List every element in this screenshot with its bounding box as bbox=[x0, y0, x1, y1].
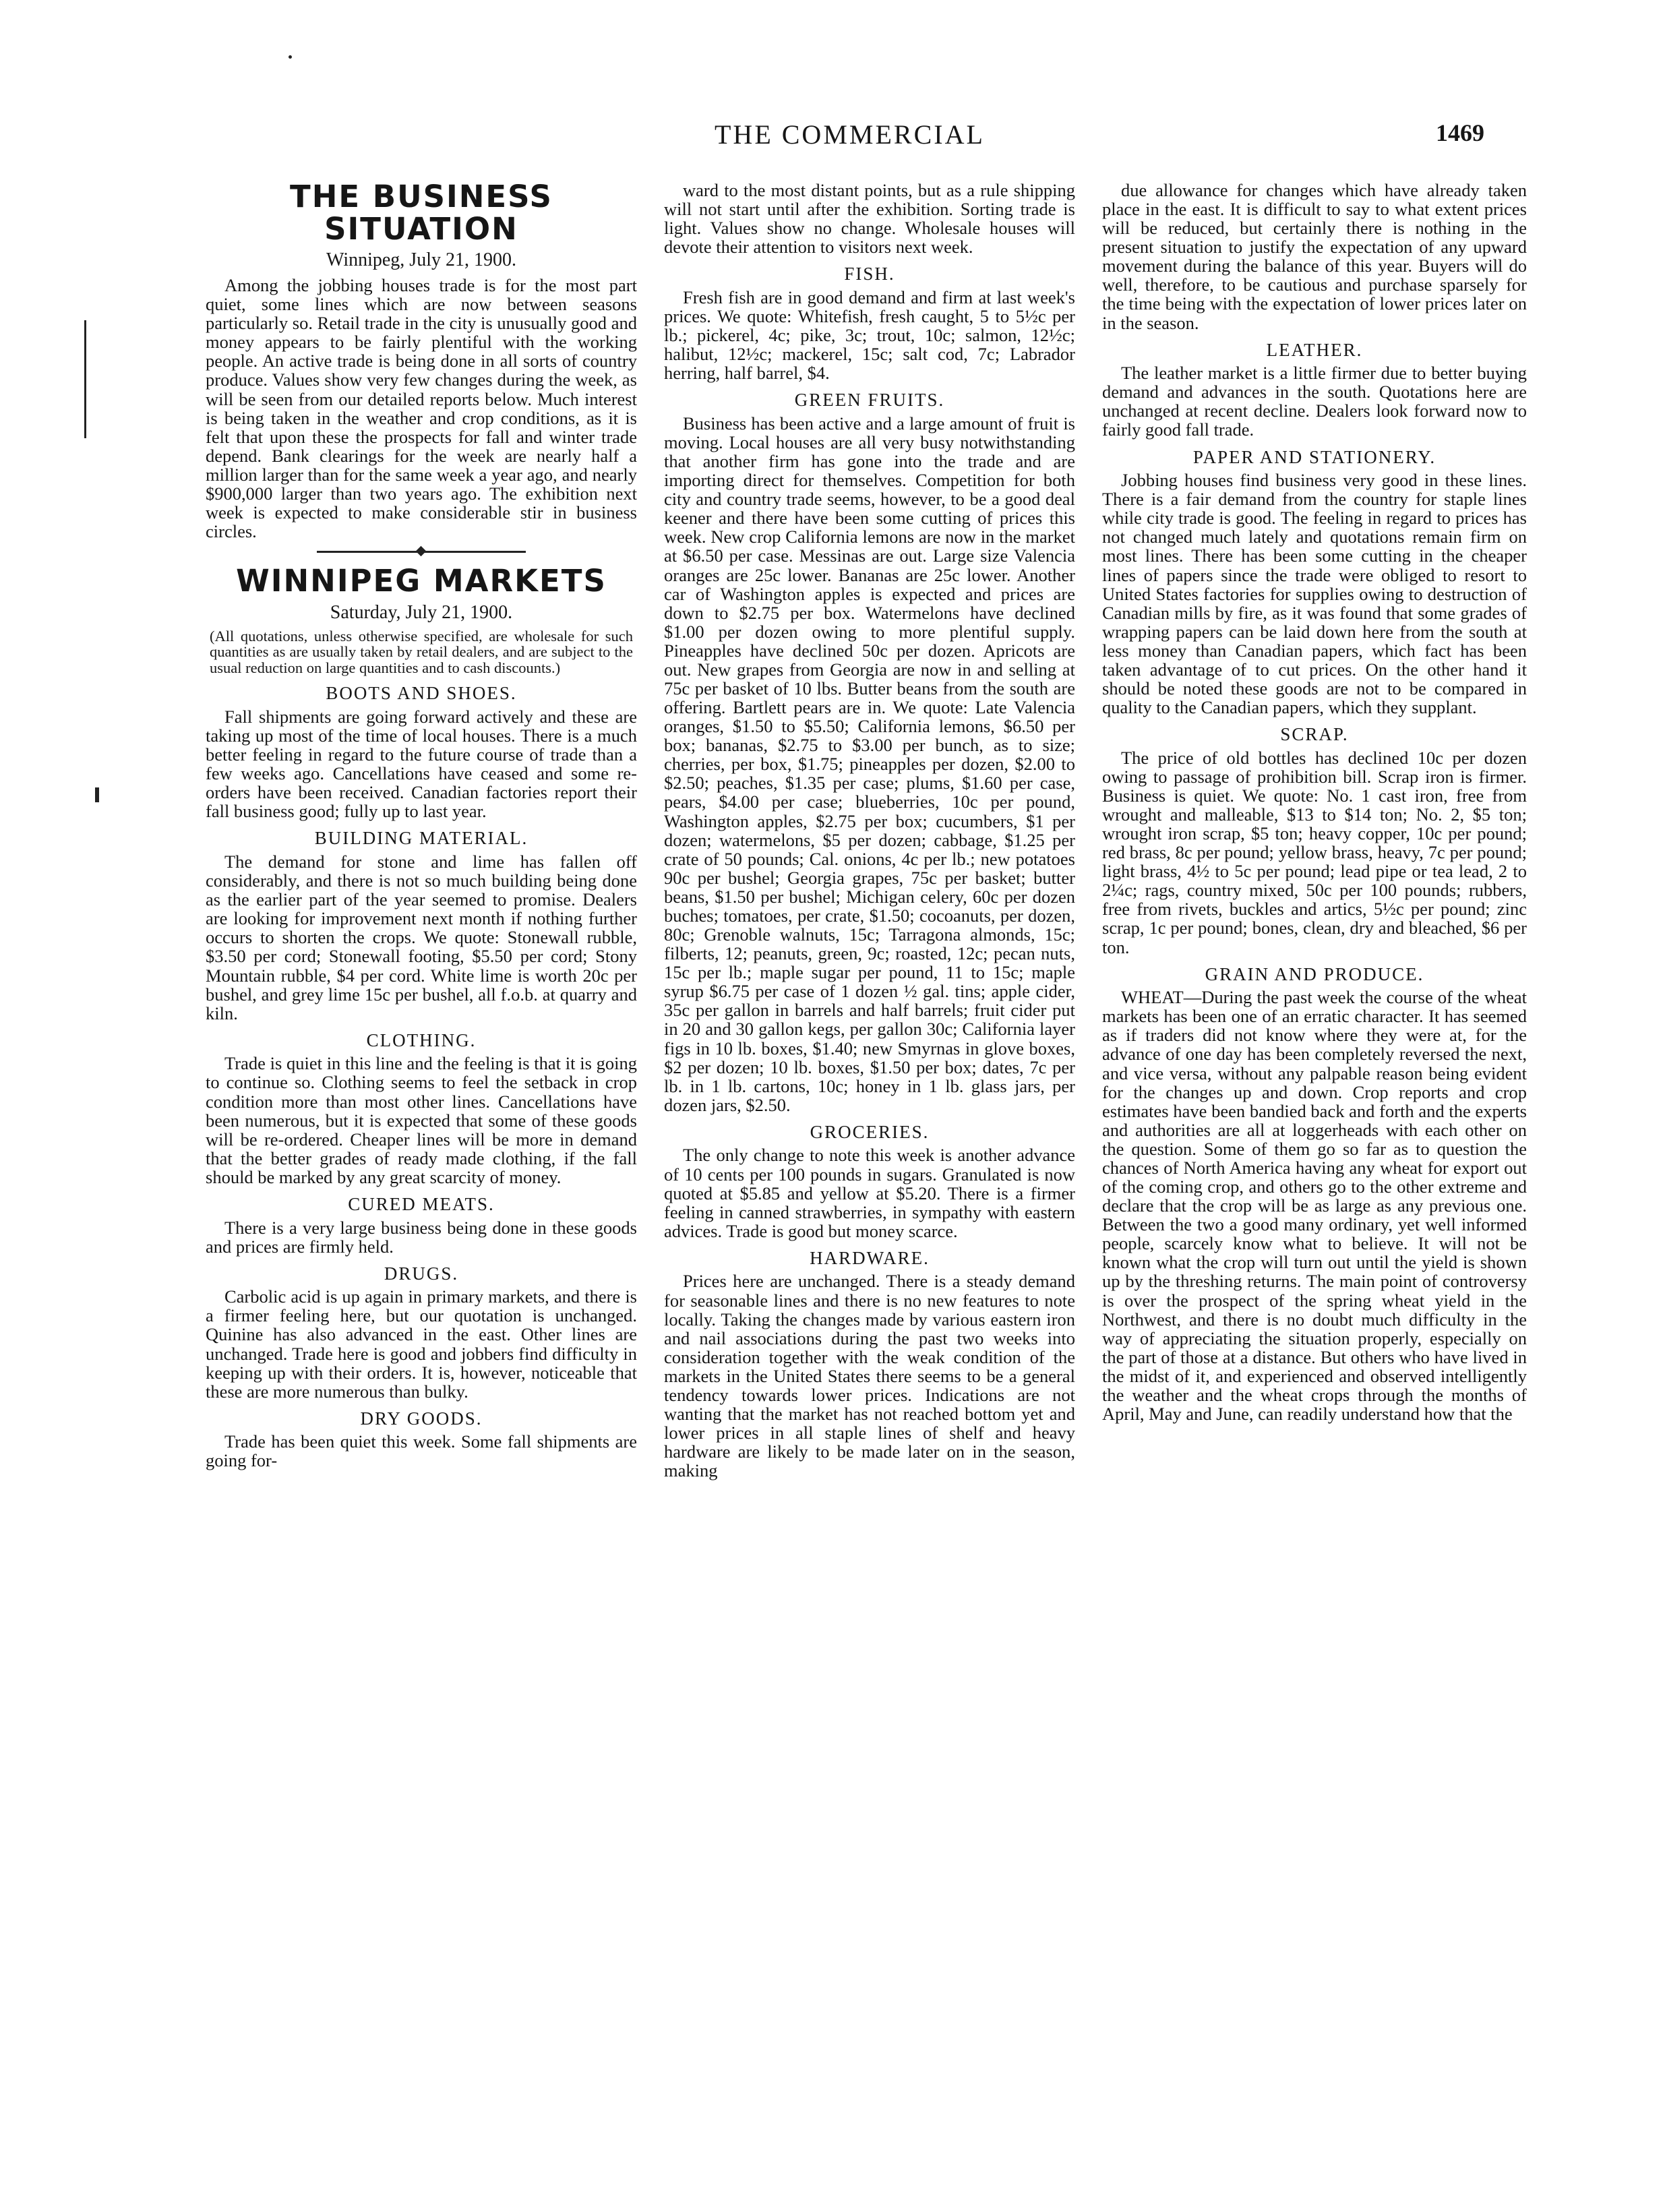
section-rule bbox=[206, 545, 637, 558]
section-body: Fall shipments are going forward actively and these are taking up most of the time of local houses. There is a much better feeling in regard to the future course of trade than a few weeks ago. Cancellations have ceased and some re-orders have been received. Canadian factories report their fall business good; fully up to last year. bbox=[206, 706, 637, 822]
section-heading: CURED MEATS. bbox=[348, 1193, 495, 1214]
margin-mark bbox=[95, 787, 99, 802]
section-body: The only change to note this week is another advance of 10 cents per 100 pounds in sugars. Granulated is now quoted at $5.85 and yellow at $5.20. There is a firmer feeling in canned strawberries, in sympathy with eastern advices. Trade is good but money scarce. bbox=[664, 1145, 1075, 1241]
business-situation-body: Among the jobbing houses trade is for the most part quiet, some lines which are now between seasons particularly so. Retail trade in the city is unusually good and money appears to be fairly plentiful with the working people. An active trade is being done in all sorts of country produce. Values show very few changes during the week, as will be seen from our detailed reports below. Much interest is being taken in the weather and crop conditions, as it is felt that upon these the prospects for fall and winter trade depend. Bank clearings for the week are nearly half a million larger than for the same week a year ago, and nearly $900,000 larger than two years ago. The exhibition next week is expected to make considerable stir in business circles. bbox=[206, 275, 637, 542]
running-head bbox=[0, 119, 1665, 156]
column-2-sections bbox=[664, 181, 1075, 1480]
section-heading: DRUGS. bbox=[384, 1263, 459, 1284]
section-body: WHEAT—During the past week the course of the wheat markets has been one of an erratic character. It has seemed as if traders did not know where they were at, for the advance of one day has been completely reversed the next, and vice versa, without any palpable reason being evident for the changes up and down. Crop reports and crop estimates have been bandied back and forth and the experts and authorities are all at loggerheads with each other on the question. Some of them go so far as to question the chances of North America having any wheat for export out of the coming crop, and others go to the other extreme and declare that the crop will be as large as any previous one. Between the two a good many ordinary, yet well informed people, scarcely know what to believe. It will not be known what the crop will turn out until the yield is shown up by the threshing returns. The main point of controversy is over the prospect of the spring wheat yield in the Northwest, and there is no doubt much difficulty in the way of appreciating the situation properly, especially on the part of those at a distance. But others who have lived in the midst of it, and experienced and observed intelligently the weather and the wheat crops through the months of April, May and June, can readily understand how that the bbox=[1102, 987, 1527, 1424]
quotations-note: (All quotations, unless otherwise specified, are wholesale for such quantities as are usually taken by retail dealers, and are subject to the usual reduction on large quantities and to cash discounts.) bbox=[210, 627, 633, 676]
section-body: Carbolic acid is up again in primary markets, and there is a firmer feeling here, but our quotation is unchanged. Quinine has also advanced in the east. Other lines are unchanged. Trade here is good and jobbers find difficulty in keeping up with their orders. It is, however, noticeable that these are more numerous than bulky. bbox=[206, 1286, 637, 1402]
margin-mark bbox=[84, 320, 86, 438]
section-heading: HARDWARE. bbox=[810, 1247, 930, 1268]
section-heading: GREEN FRUITS. bbox=[794, 390, 945, 411]
margin-mark bbox=[289, 55, 292, 59]
section-heading: FISH. bbox=[844, 264, 895, 285]
section-heading: LEATHER. bbox=[1266, 339, 1363, 360]
section-heading: GROCERIES. bbox=[810, 1121, 930, 1142]
section-body: The leather market is a little firmer due to better buying demand and advances in the south. Quotations here are unchanged at recent decline. Dealers look forward now to fairly good fall trade. bbox=[1102, 363, 1527, 440]
section-body: Trade has been quiet this week. Some fall shipments are going for- bbox=[206, 1431, 637, 1471]
rule-ornament bbox=[416, 546, 427, 557]
section-body: The price of old bottles has declined 10c per dozen owing to passage of prohibition bill. Scrap iron is firmer. Business is quiet. We quote: No. 1 cast iron, free from wrought and malleable, $13 to $14 ton; No. 2, $5 ton; wrought iron scrap, $5 ton; heavy copper, 10c per pound; red brass, 8c per pound; yellow brass, heavy, 7c per pound; light brass, 4½ to 5c per pound; lead pipe or tea lead, 2 to 2¼c; rags, country mixed, 50c per 100 pounds; rubbers, free from rivets, buckles and artics, 5½c per pound; zinc scrap, 1c per pound; bones, clean, dry and bleached, $6 per ton. bbox=[1102, 747, 1527, 957]
column-3 bbox=[1102, 181, 1527, 2185]
section-body: The demand for stone and lime has fallen off considerably, and there is not so much building being done as the earlier part of the year seemed to promise. Dealers are looking for improvement next month if nothing further occurs to shorten the crops. We quote: Stonewall rubble, $3.50 per cord; Stonewall footing, $5.50 per cord; Stony Mountain rubble, $4 per cord. White lime is worth 20c per bushel, and grey lime 15c per bushel, all f.o.b. at quarry and kiln. bbox=[206, 851, 637, 1023]
column-3-sections bbox=[1102, 181, 1527, 1423]
section-heading: DRY GOODS. bbox=[360, 1408, 483, 1429]
section-heading: BUILDING MATERIAL. bbox=[314, 828, 528, 849]
running-title: THE COMMERCIAL bbox=[715, 119, 985, 150]
section-body: Trade is quiet in this line and the feeling is that it is going to continue so. Clothing seems to feel the setback in crop condition more than most other lines. Cancellations have been numerous, but it is expected that some of these goods will be re-ordered. Cheaper lines will be more in demand that the better grades of ready made clothing, if the fall should be marked by any great scarcity of money. bbox=[206, 1053, 637, 1187]
business-situation-heading: THE BUSINESS SITUATION bbox=[290, 181, 553, 247]
section-body: Business has been active and a large amount of fruit is moving. Local houses are all very busy notwithstanding that another firm has gone into the trade and are importing direct for themselves. Competition for both city and country trade seems, however, to be a good deal keener and there have been some cutting of prices this week. New crop California lemons are now in the market at $6.50 per case. Messinas are out. Large size Valencia oranges are 25c lower. Bananas are 25c lower. Another car of Washington apples is expected and prices are down to $2.75 per box. Watermelons have declined $1.00 per dozen owing to more plentiful supply. Pineapples have declined 50c per dozen. Apricots are out. New grapes from Georgia are now in and selling at 75c per basket of 10 lbs. Butter beans from the south are offering. Bartlett pears are in. We quote: Late Valencia oranges, $1.50 to $5.50; California lemons, $6.50 per box; bananas, $2.75 to $3.00 per bunch, as to size; cherries, per box, $1.75; pineapples per dozen, $2.00 to $2.50; peaches, $1.35 per case; plums, $1.60 per case, pears, $4.00 per case; blueberries, 10c per pound, Washington apples, $2.75 per box; cucumbers, $1 per dozen; watermelons, $5 per dozen; cabbage, $1.25 per crate of 50 pounds; Cal. onions, 4c per lb.; new potatoes 90c per bushel; Georgia grapes, 75c per basket; butter beans, $1.50 per bushel; Michigan celery, 60c per dozen buches; tomatoes, per crate, $1.50; cocoanuts, per dozen, 80c; Grenoble walnuts, 15c; Tarragona almonds, 15c; filberts, 12; peanuts, green, 9c; roasted, 12c; pecan nuts, 15c per lb.; maple sugar per pound, 11 to 15c; maple syrup $6.75 per case of 1 dozen ½ gal. tins; apple cider, 35c per gallon in barrels and half barrels; fruit cider put in 20 and 30 gallon kegs, per gallon 30c; California layer figs in 10 lb. boxes, $1.40; new Smyrnas in glove boxes, $2 per dozen; 10 lb. boxes, $1.50 per box; dates, 7c per lb. in 1 lb. cartons, 10c; honey in 1 lb. glass jars, per dozen jars, $2.50. bbox=[664, 413, 1075, 1115]
winnipeg-markets-dateline: Saturday, July 21, 1900. bbox=[330, 601, 513, 623]
winnipeg-markets-heading: WINNIPEG MARKETS bbox=[236, 563, 607, 599]
section-body: There is a very large business being done in these goods and prices are firmly held. bbox=[206, 1217, 637, 1257]
section-body: due allowance for changes which have already taken place in the east. It is difficult to say to what extent prices will be reduced, but certainly there is nothing in the present situation to justify the expectation of any upward movement during the balance of this year. Buyers will do well, therefore, to be cautious and purchase sparsely for the time being with the expectation of lower prices later on in the season. bbox=[1102, 181, 1527, 333]
section-body: Prices here are unchanged. There is a steady demand for seasonable lines and there is no new features to note locally. Taking the changes made by various eastern iron and nail associations during the past two weeks into consideration together with the weak condition of the markets in the United States there seems to be a general tendency towards lower prices. Indications are not wanting that the market has not reached bottom yet and lower prices in all staple lines of shelf and heavy hardware are likely to be made later on in the season, making bbox=[664, 1271, 1075, 1481]
column-1-sections bbox=[206, 684, 637, 1470]
section-heading: CLOTHING. bbox=[366, 1029, 477, 1050]
section-body: Jobbing houses find business very good in these lines. There is a fair demand from the country for staple lines while city trade is good. The feeling in regard to prices has not changed much lately and quotations remain firm on most lines. There has been some cutting in the cheaper lines of papers since the trade were obliged to resort to United States factories for supplies owing to destruction of Canadian mills by fire, as it was found that some grades of wrapping papers can be laid down here from the south at less money than Canadian papers, which fact has been taken advantage of to cut prices. On the other hand it should be noted these goods are not to be compared in quality to the Canadian papers, which they supplant. bbox=[1102, 470, 1527, 718]
section-heading: PAPER AND STATIONERY. bbox=[1192, 446, 1436, 467]
page-number: 1469 bbox=[1436, 119, 1484, 146]
business-situation-dateline: Winnipeg, July 21, 1900. bbox=[326, 249, 516, 271]
section-body: ward to the most distant points, but as a rule shipping will not start until after the exhibition. Sorting trade is light. Values show no change. Wholesale houses will devote their attention to visitors next week. bbox=[664, 181, 1075, 258]
column-1 bbox=[206, 181, 637, 2185]
section-heading: BOOTS AND SHOES. bbox=[326, 683, 517, 704]
column-2 bbox=[664, 181, 1075, 2185]
section-body: Fresh fish are in good demand and firm at last week's prices. We quote: Whitefish, fresh caught, 5 to 5½c per lb.; pickerel, 4c; pike, 3c; trout, 10c; salmon, 12½c; halibut, 12½c; mackerel, 15c; salt cod, 7c; Labrador herring, half barrel, $4. bbox=[664, 287, 1075, 384]
section-heading: GRAIN AND PRODUCE. bbox=[1205, 963, 1424, 984]
section-heading: SCRAP. bbox=[1280, 724, 1349, 745]
